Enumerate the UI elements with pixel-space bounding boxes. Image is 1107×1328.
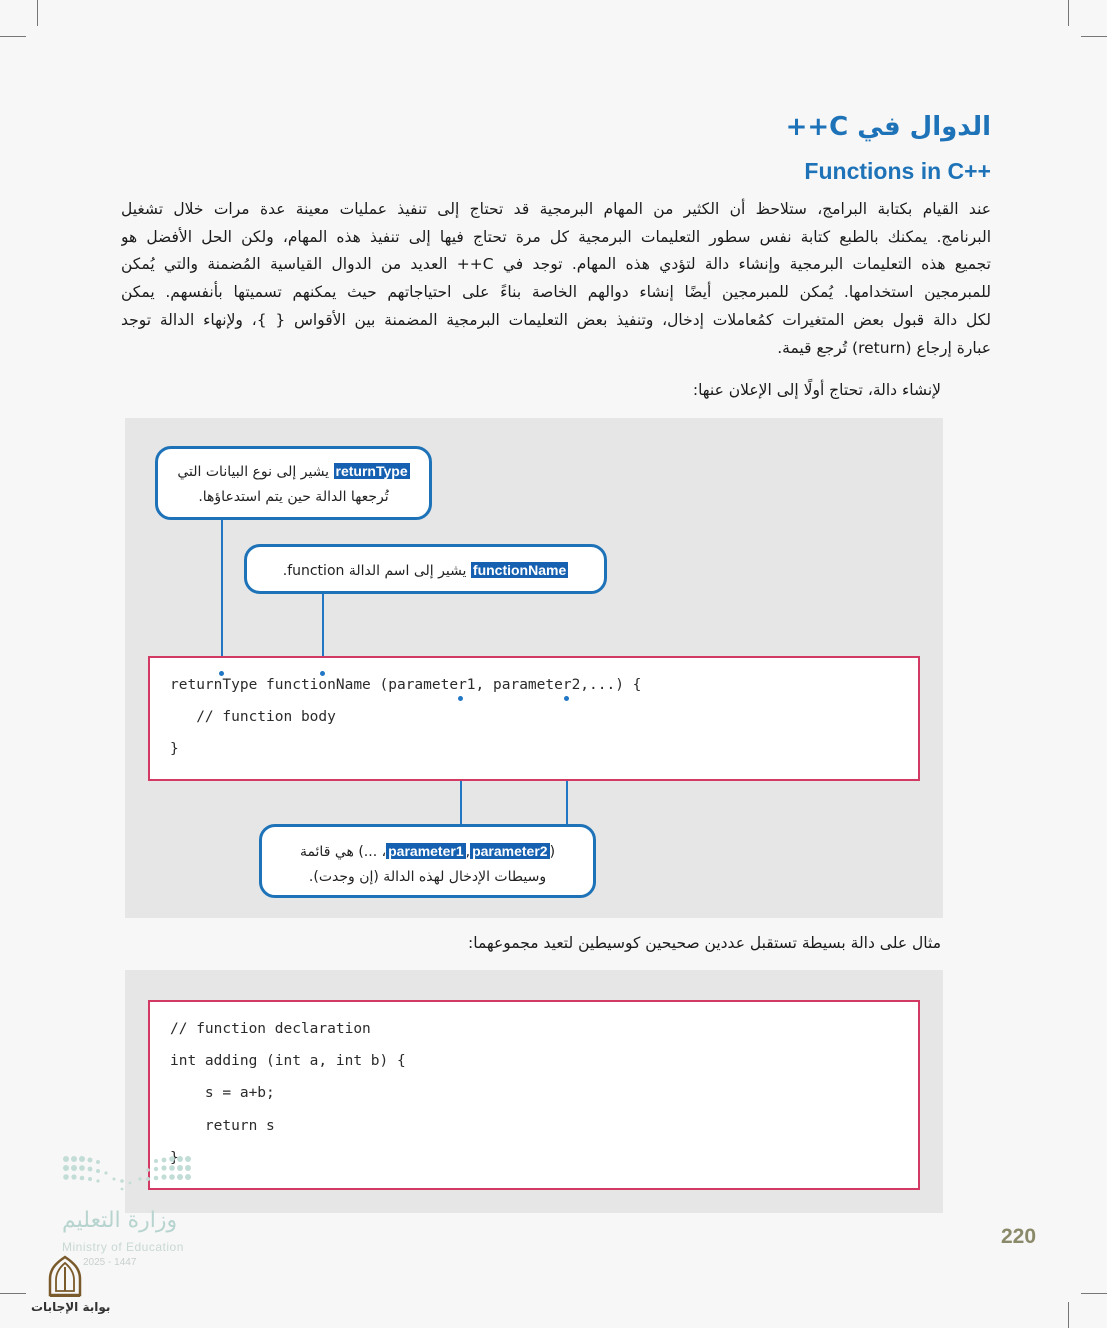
- example-intro: مثال على دالة بسيطة تستقبل عددين صحيحين كوسيطين لتعيد مجموعهما:: [468, 934, 941, 952]
- callout-text: (: [549, 844, 556, 860]
- paragraph-line: البرنامج. يمكنك بالطبع كتابة نفس سطور التعليمات البرمجية كل مرة تحتاج فيها إلى تنفيذ هذه المهام، ولكن الحل الأفضل هو: [121, 227, 991, 246]
- crop-mark: [1068, 0, 1069, 26]
- code-line: s = a+b;: [170, 1085, 275, 1101]
- code-line: int adding (int a, int b) {: [170, 1053, 406, 1069]
- section-title-english: Functions in C++: [804, 158, 991, 184]
- watermark-emblem-icon: [44, 1255, 86, 1299]
- page-number: 220: [1001, 1225, 1037, 1248]
- paragraph-line: لكل دالة قبول بعض المتغيرات كمُعاملات إدخال، وتنفيذ بعض التعليمات البرمجية المضمنة بين الأقواس { }، ولإنهاء الدالة توجد: [121, 310, 991, 329]
- callout-text: ، ...) هي قائمة: [299, 844, 387, 860]
- callout-text: يشير إلى نوع البيانات التي: [177, 464, 330, 480]
- callout-parameters: [259, 824, 596, 898]
- connector-dot: [458, 696, 463, 701]
- crop-mark: [1081, 1293, 1107, 1294]
- paragraph-line: عند القيام بكتابة البرامج، ستلاحظ أن الكثير من المهام البرمجية قد تحتاج إلى تنفيذ عمليات معينة عدة مرات خلال تشغيل: [121, 200, 991, 218]
- code-line: returnType functionName (parameter1, parameter2,...) {: [170, 677, 642, 693]
- code-line: // function body: [170, 709, 336, 725]
- keyword-returntype: returnType: [335, 463, 408, 479]
- ministry-logo-dots-icon: [62, 1155, 202, 1200]
- keyword-parameter2: parameter2: [472, 843, 548, 859]
- code-line: return s: [170, 1118, 275, 1134]
- callout-text: تُرجعها الدالة حين يتم استدعاؤها.: [198, 489, 389, 505]
- connector-dot: [219, 671, 224, 676]
- ministry-year: 2025 - 1447: [83, 1257, 137, 1268]
- section-title-arabic: الدوال في C++: [785, 112, 991, 142]
- connector-returntype: [221, 518, 223, 673]
- crop-mark: [1068, 1302, 1069, 1328]
- crop-mark: [0, 36, 26, 37]
- connector-dot: [564, 696, 569, 701]
- crop-mark: [1081, 36, 1107, 37]
- code-line: }: [170, 741, 179, 757]
- callout-returntype: [155, 446, 432, 520]
- watermark-label: بوابة الإجابات: [31, 1300, 111, 1314]
- keyword-functionname: functionName: [472, 562, 567, 578]
- ministry-name-english: Ministry of Education: [62, 1240, 184, 1254]
- paragraph-line: للمبرمجين استخدامها. يُمكن للمبرمجين أيضًا إنشاء دوالهم الخاصة بناءً على احتياجاتهم حيث يمكنهم تسميتها بأنفسهم. يمكن: [121, 283, 991, 302]
- ministry-name-arabic: وزارة التعليم: [62, 1208, 178, 1233]
- code-line: // function declaration: [170, 1021, 371, 1037]
- crop-mark: [0, 1293, 26, 1294]
- keyword-parameter1: parameter1: [388, 843, 464, 859]
- callout-text: وسيطات الإدخال لهذه الدالة (إن وجدت).: [308, 869, 547, 885]
- paragraph-line: تجميع هذه التعليمات البرمجية وإنشاء دالة لتؤدي هذه المهام. توجد في C++ العديد من الدوال القياسية المُضمنة والتي يُمكن: [121, 255, 991, 274]
- paragraph-line: عبارة إرجاع (return) تُرجع قيمة.: [777, 338, 991, 357]
- callout-text: يشير إلى اسم الدالة function.: [282, 563, 467, 579]
- connector-dot: [320, 671, 325, 676]
- callout-functionname: [244, 544, 607, 594]
- declaration-intro: لإنشاء دالة، تحتاج أولًا إلى الإعلان عنها:: [692, 381, 941, 399]
- crop-mark: [37, 0, 38, 26]
- callout-text: ,: [465, 844, 471, 860]
- intro-paragraph: [121, 196, 991, 362]
